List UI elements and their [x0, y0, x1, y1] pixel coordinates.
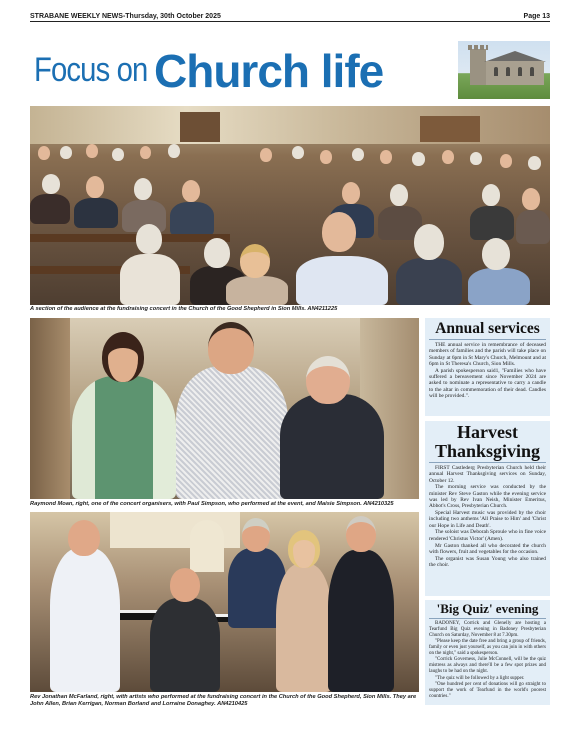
article-title: Harvest Thanksgiving: [434, 422, 541, 461]
annual-services-article: [425, 318, 550, 416]
banner-focus-text: Focus on: [34, 51, 148, 89]
section-banner: [30, 41, 550, 103]
header-rule: [30, 21, 550, 22]
performers-photo-caption: Rev Jonathan McFarland, right, with artists who performed at the fundraising concert in the Church of the Good Shepherd, Sion Mills. They are John Allen, Brian Kerrigan, Norman Borland and Lorraine Donaghey. AN4210425: [30, 694, 417, 707]
article-paragraph: "One hundred per cent of donations will go straight to support the work of Tearfund in the world's poorest countries.": [429, 682, 546, 699]
banner-section-title: Church life: [154, 45, 384, 97]
publication-date: STRABANE WEEKLY NEWS-Thursday, 30th October 2025: [30, 13, 221, 20]
performers-photo: [30, 512, 419, 692]
page-number: Page 13: [523, 13, 550, 20]
church-thumbnail-image: [458, 41, 550, 99]
article-divider: [429, 618, 546, 619]
audience-photo: [30, 106, 550, 305]
article-paragraph: "Corrick Governess, Julie McConnell, will be the quiz mistress as always and there'll be a few spot prizes and laughs to be had on the night.: [429, 657, 546, 675]
article-paragraph: THE annual service in remembrance of deceased members of families and the parish will take place on Sunday at 6pm in St Mary's Church, Melmount and at 6pm in St Theresa's Church, Sion Mills.: [429, 342, 546, 367]
article-title: 'Big Quiz' evening: [436, 601, 539, 616]
article-paragraph: The organist was Susan Young who also trained the choir.: [429, 555, 546, 568]
article-paragraph: The morning service was conducted by the minister Rev Steve Gaston while the evening service was led by Rev Ivan Neish, Minister Emeritus, Abbot's Cross, Presbyterian Church.: [429, 484, 546, 510]
article-divider: [429, 462, 546, 463]
article-paragraph: FIRST Castlederg Presbyterian Church held their annual Harvest Thanksgiving services on Sunday, October 12.: [429, 465, 546, 484]
article-paragraph: BADONEY, Corrick and Glenelly are hosting a Tearfund Big Quiz evening in Badoney Presbyterian Church on Saturday, November 8 at 7.30pm.: [429, 621, 546, 638]
article-divider: [429, 339, 546, 340]
organisers-photo-caption: Raymond Moan, right, one of the concert organisers, with Paul Simpson, who performed at the event, and Maisie Simpson. AN4210325: [30, 501, 394, 507]
harvest-thanksgiving-article: [425, 421, 550, 596]
article-title: Annual services: [435, 320, 540, 337]
article-paragraph: A parish spokesperson said1, "Families who have suffered a bereavement since November 2024 are asked to nominate a representative to carry a candle to the altar in commemoration of their dead. Candles will be provided.".: [429, 367, 546, 399]
article-paragraph: Special Harvest music was provided by the choir including two anthems 'All Praise to Him' and 'Christ our Hope in Life and Death'.: [429, 510, 546, 529]
organisers-photo: [30, 318, 419, 499]
article-paragraph: "The quiz will be followed by a light supper.: [435, 675, 525, 681]
big-quiz-article: [425, 600, 550, 705]
running-head: [30, 9, 550, 27]
article-paragraph: The soloist was Deborah Sproule who in fine voice rendered 'Christus Victor' (Amen).: [429, 529, 546, 542]
audience-photo-caption: A section of the audience at the fundraising concert in the Church of the Good Shepherd in Sion Mills. AN4211225: [30, 306, 338, 312]
article-paragraph: Mr Gaston thanked all who decorated the church with flowers, fruit and vegetables for the occasion.: [429, 542, 546, 555]
article-paragraph: "Please keep the date free and bring a group of friends, family or even just yourself, as you can join in with others on the night," said a spokesperson.: [429, 639, 546, 657]
